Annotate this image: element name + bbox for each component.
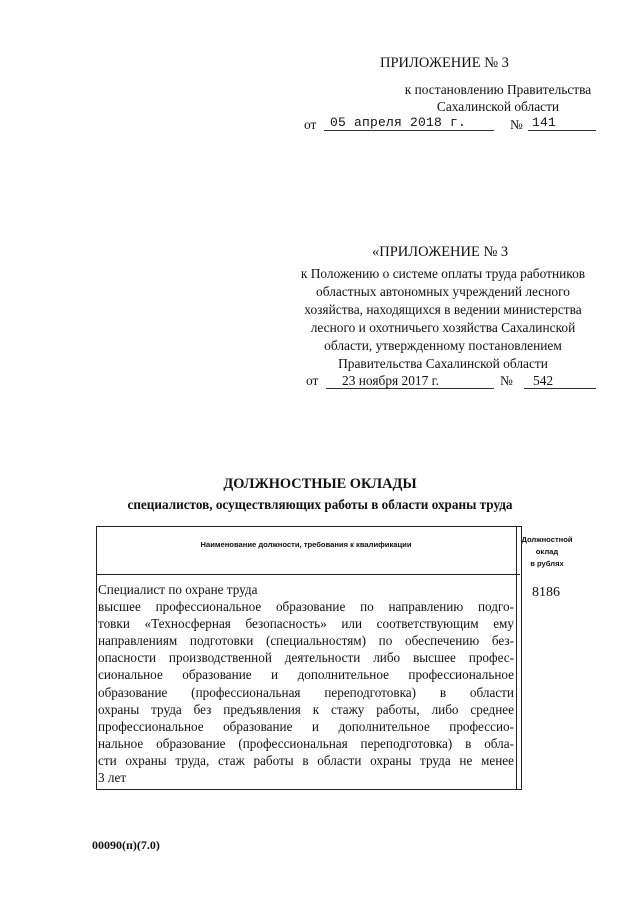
- appendix-2-date: 23 ноября 2017 г.: [342, 373, 439, 388]
- appendix-1-number-label: №: [510, 117, 523, 132]
- appendix-1-date: 05 апреля 2018 г.: [330, 115, 467, 130]
- table-cell-requirements: профессиональное образование и дополнительное профессио-: [98, 719, 514, 734]
- appendix-1-resolution-line: к постановлению Правительства: [404, 82, 592, 97]
- table-cell-requirements: товки «Техносферная безопасность» или соответствующим ему: [98, 616, 514, 631]
- table-header-salary: в рублях: [530, 559, 564, 568]
- table-cell-salary: 8186: [532, 585, 560, 600]
- table-cell-requirements: высшее профессиональное образование по направлению подго-: [98, 599, 514, 614]
- appendix-2-line: области, утвержденному постановлением: [324, 338, 562, 353]
- table-header-salary: Должностной: [521, 535, 573, 544]
- appendix-2-number: 542: [533, 373, 554, 388]
- table-cell-requirements: сти охраны труда, стаж работы в области охраны труда не менее: [98, 753, 514, 768]
- appendix-1-title: ПРИЛОЖЕНИЕ № 3: [380, 55, 509, 71]
- appendix-2-date-underline: [326, 388, 494, 389]
- appendix-2-line: лесного и охотничьего хозяйства Сахалинской: [310, 320, 576, 335]
- table-cell-requirements: образование (профессиональная переподготовка) в области: [98, 685, 514, 700]
- document-title: ДОЛЖНОСТНЫЕ ОКЛАДЫ: [223, 476, 417, 492]
- table-cell-requirements: опасности производственной деятельности либо высшее профес-: [98, 650, 514, 665]
- table-cell-requirements: нальное образование (профессиональная переподготовка) в обла-: [98, 736, 514, 751]
- footer-document-code: 00090(п)(7.0): [92, 838, 160, 852]
- table-cell-requirements: сиональное образование и дополнительное профессиональное: [98, 667, 514, 682]
- table-cell-requirements: охраны труда без предъявления к стажу работы, либо среднее: [98, 702, 514, 717]
- appendix-2-line: к Положению о системе оплаты труда работников: [300, 266, 586, 281]
- appendix-2-number-label: №: [500, 373, 513, 388]
- table-cell-position: Специалист по охране труда: [98, 582, 258, 597]
- appendix-2-title: «ПРИЛОЖЕНИЕ № 3: [372, 244, 509, 260]
- appendix-2-number-underline: [524, 388, 596, 389]
- table-header-divider: [96, 574, 520, 575]
- appendix-1-number-underline: [528, 130, 596, 131]
- appendix-1-number: 141: [532, 115, 557, 130]
- appendix-2-from-label: от: [306, 373, 319, 388]
- document-subtitle: специалистов, осуществляющих работы в области охраны труда: [127, 497, 513, 512]
- appendix-1-from-label: от: [304, 117, 317, 132]
- table-cell-requirements: направлениям подготовки (специальностям) по обеспечению без-: [98, 633, 514, 648]
- appendix-2-line: хозяйства, находящихся в ведении министерства: [304, 302, 582, 317]
- appendix-1-region-line: Сахалинской области: [436, 99, 560, 114]
- table-header-position: Наименование должности, требования к квалификации: [200, 540, 412, 549]
- appendix-2-line: областных автономных учреждений лесного: [316, 284, 570, 299]
- appendix-2-line: Правительства Сахалинской области: [338, 356, 548, 371]
- appendix-1-date-underline: [324, 130, 494, 131]
- table-cell-requirements: 3 лет: [98, 770, 127, 785]
- table-header-salary: оклад: [535, 547, 559, 556]
